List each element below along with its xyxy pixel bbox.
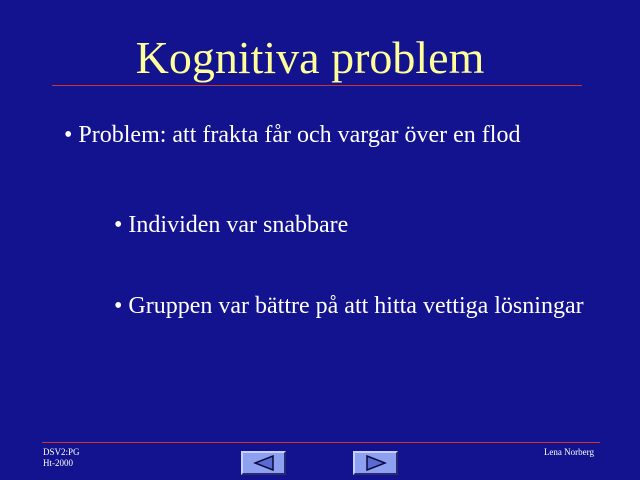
next-slide-button[interactable] [353, 451, 398, 475]
footer-divider [42, 442, 600, 443]
footer-term: Ht-2000 [43, 458, 73, 468]
bullet-individual: • Individen var snabbare [114, 212, 349, 238]
previous-slide-button[interactable] [241, 451, 286, 475]
title-divider [52, 85, 582, 86]
bullet-problem: • Problem: att frakta får och vargar över en flod [64, 122, 521, 148]
footer-course-info [43, 447, 80, 469]
bullet-group: • Gruppen var bättre på att hitta vettiga lösningar [114, 293, 584, 319]
triangle-right-icon [365, 455, 387, 471]
slide-title: Kognitiva problem [135, 32, 485, 83]
triangle-left-icon [253, 455, 275, 471]
footer-course-code: DSV2:PG [43, 447, 80, 457]
footer-author: Lena Norberg [543, 447, 594, 457]
